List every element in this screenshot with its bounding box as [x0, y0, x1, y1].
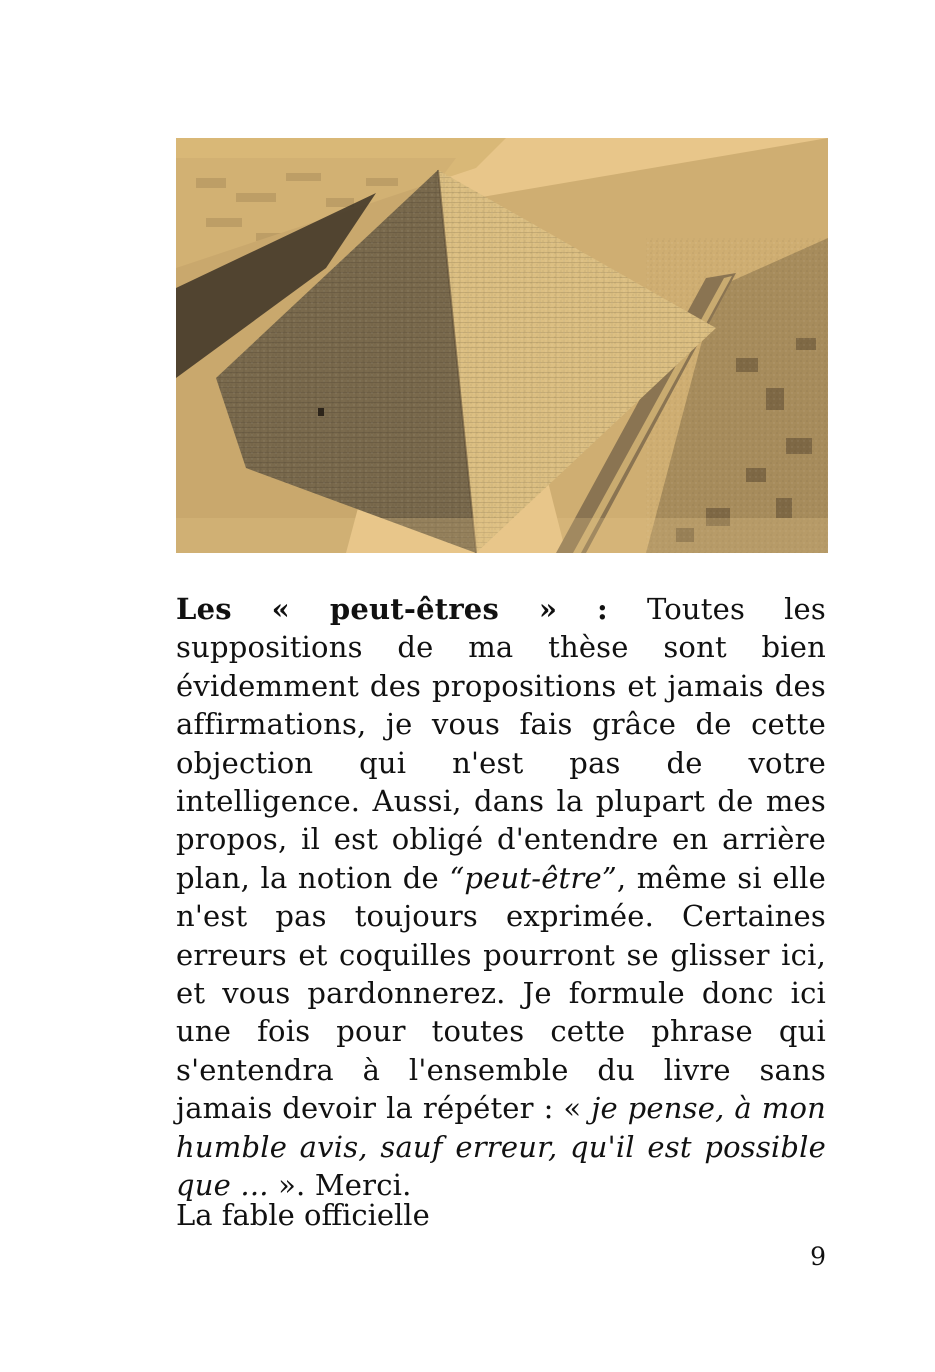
- page-number: 9: [810, 1242, 826, 1271]
- paragraph-part-1: Toutes les suppositions de ma thèse sont bien évidemment des propositions et jamais des affirmations, je vous fais grâce de cette objection qui n'est pas de votre intelligence. Aussi, dans la plupart de mes propos, il est obligé d'entendre en arrière plan, la notion de: [176, 592, 827, 895]
- pyramid-photo: [176, 138, 828, 553]
- paragraph-part-3: ». Merci.: [268, 1168, 412, 1203]
- pyramid-illustration: [176, 138, 828, 553]
- section-heading: La fable officielle: [176, 1198, 430, 1232]
- paragraph-italic-1: “peut-être”: [449, 860, 617, 895]
- paragraph-part-2: , même si elle n'est pas toujours exprimée. Certaines erreurs et coquilles pourront se glisser ici, et vous pardonnerez. Je formule donc ici une fois pour toutes cette phrase qui s'entendra à l'ensemble du livre sans jamais devoir la répéter : «: [176, 860, 826, 1126]
- paragraph-lead: Les « peut-êtres » :: [176, 592, 608, 626]
- body-text: [176, 590, 826, 1205]
- main-paragraph: [176, 590, 826, 1205]
- paragraph-italic-2: je pense, à mon humble avis, sauf erreur, qu'il est possible que ...: [176, 1091, 826, 1203]
